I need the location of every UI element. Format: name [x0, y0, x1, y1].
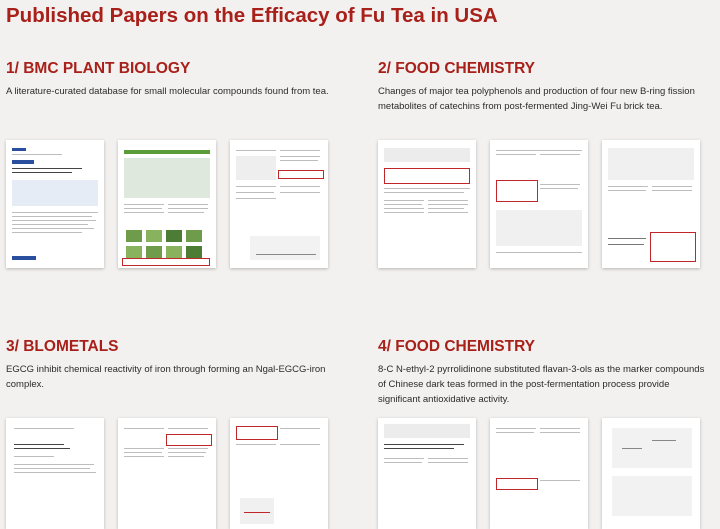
page-title: Published Papers on the Efficacy of Fu Tea in USA — [6, 4, 498, 27]
section-2-paper-thumbnail-2[interactable] — [490, 140, 588, 268]
section-3-paper-thumbnail-2[interactable] — [118, 418, 216, 529]
section-1-paper-thumbnail-1[interactable] — [6, 140, 104, 268]
section-2-description: Changes of major tea polyphenols and production of four new B-ring fission metabolites of catechins from post-fermented Jing-Wei Fu brick tea. — [378, 86, 695, 112]
section-4-paper-thumbnail-2[interactable] — [490, 418, 588, 529]
section-3-paper-thumbnail-3[interactable] — [230, 418, 328, 529]
section-2-heading: 2/ FOOD CHEMISTRY — [378, 60, 536, 77]
section-1-paper-thumbnail-2[interactable] — [118, 140, 216, 268]
section-3-heading: 3/ BLOMETALS — [6, 338, 119, 355]
section-3-description: EGCG inhibit chemical reactivity of iron through forming an Ngal-EGCG-iron complex. — [6, 364, 326, 390]
section-4-heading: 4/ FOOD CHEMISTRY — [378, 338, 536, 355]
section-4-paper-thumbnail-1[interactable] — [378, 418, 476, 529]
section-4-paper-thumbnail-3[interactable] — [602, 418, 700, 529]
section-2-paper-thumbnail-1[interactable] — [378, 140, 476, 268]
section-1-description: A literature-curated database for small molecular compounds found from tea. — [6, 86, 329, 97]
section-2-paper-thumbnail-3[interactable] — [602, 140, 700, 268]
section-1-paper-thumbnail-3[interactable] — [230, 140, 328, 268]
section-4-description: 8-C N-ethyl-2 pyrrolidinone substituted flavan-3-ols as the marker compounds of Chinese dark teas formed in the post-fermentation process provide significant antioxidative activity. — [378, 364, 705, 405]
section-3-paper-thumbnail-1[interactable] — [6, 418, 104, 529]
section-1-heading: 1/ BMC PLANT BIOLOGY — [6, 60, 191, 77]
